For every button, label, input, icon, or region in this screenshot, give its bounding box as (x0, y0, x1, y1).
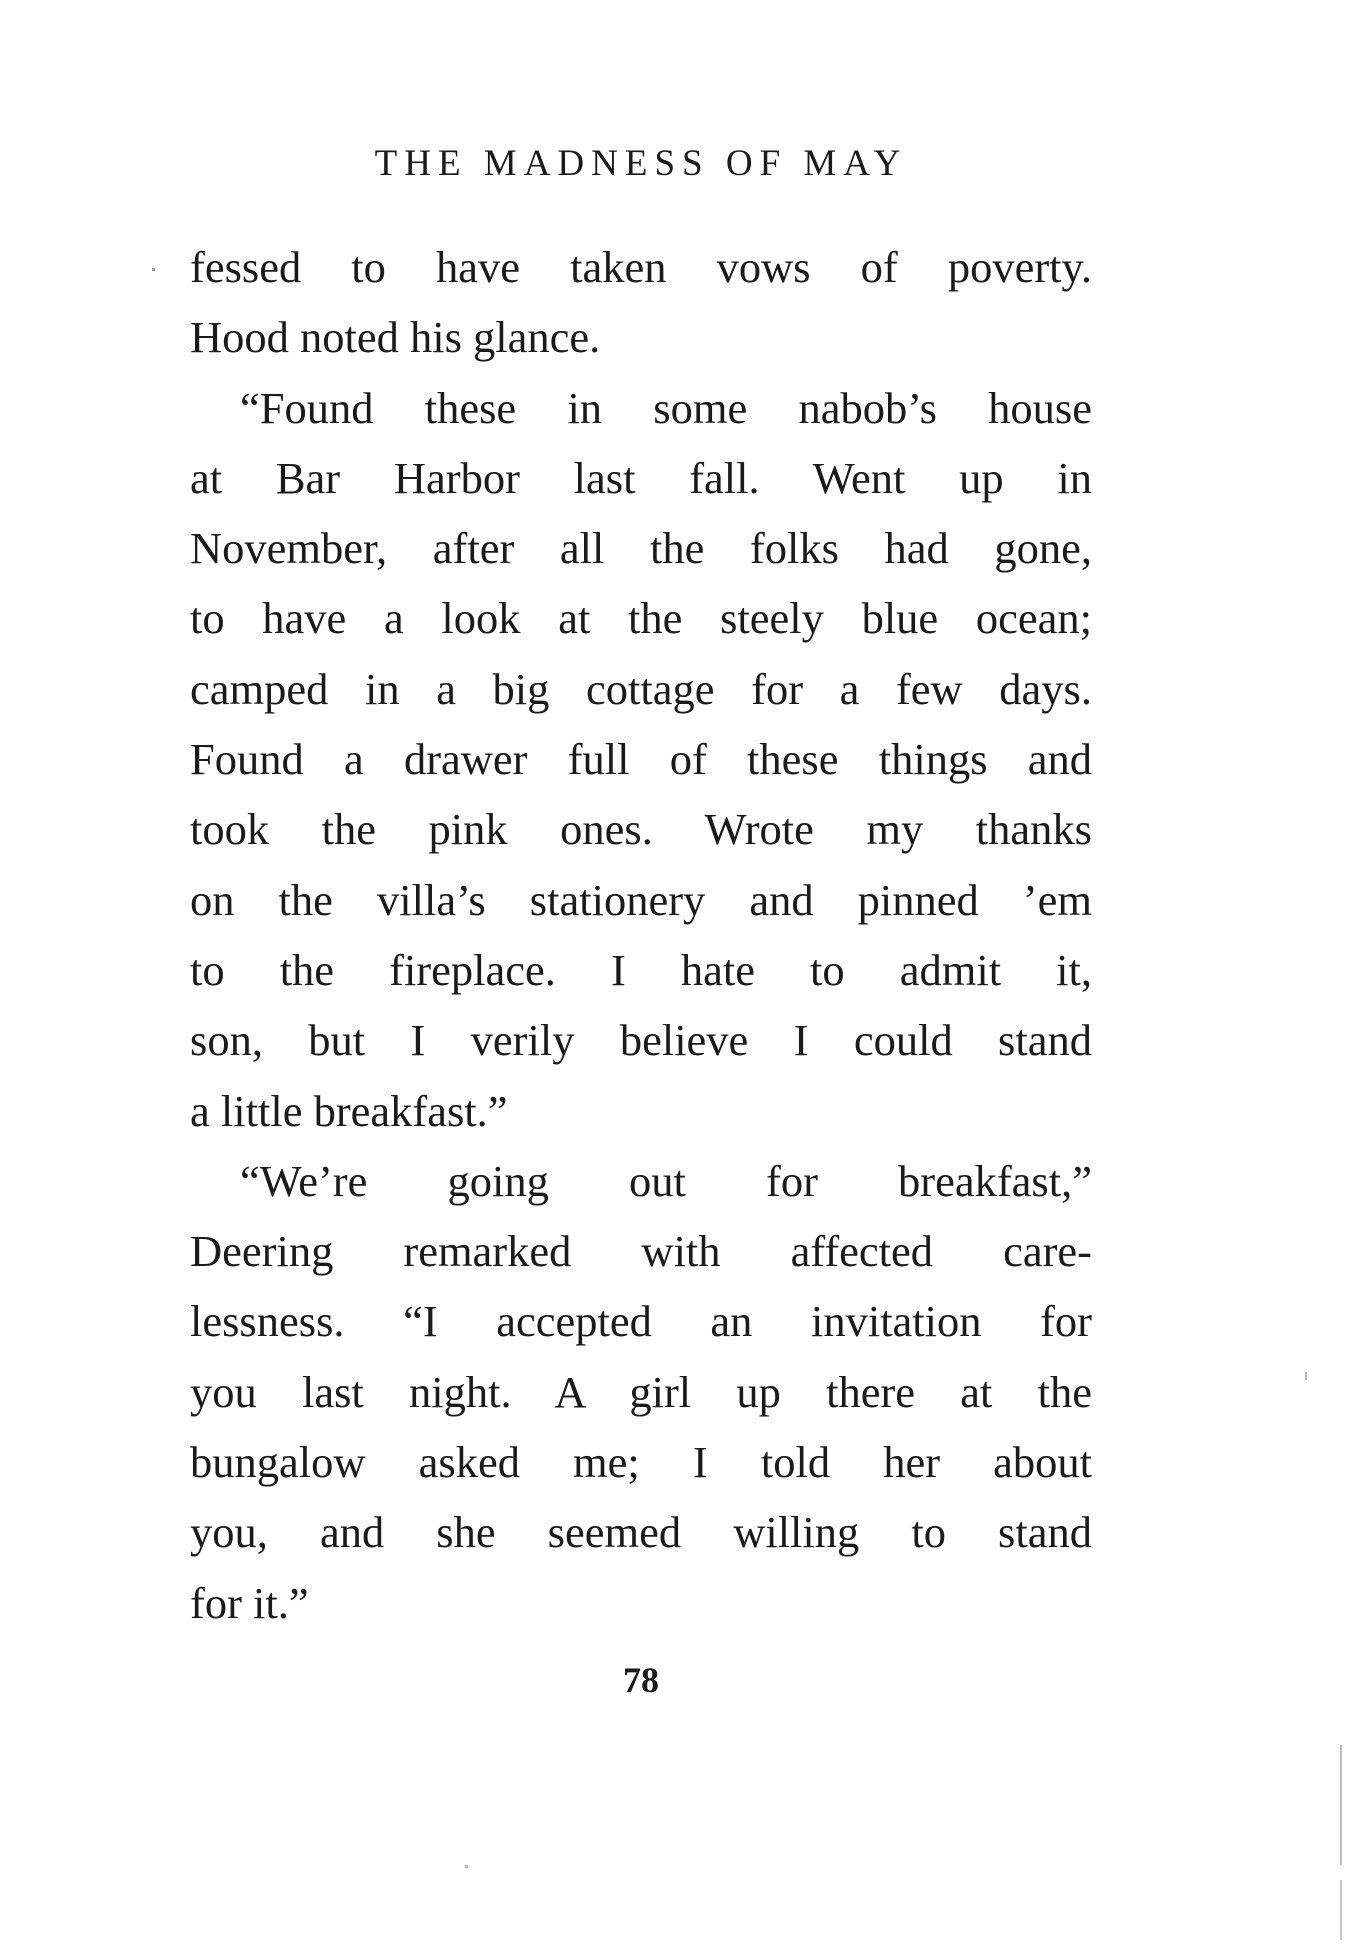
scan-speck (1305, 1372, 1307, 1380)
page-number: 78 (623, 1660, 659, 1700)
text-line: “We’re going out for breakfast,” (240, 1155, 1092, 1206)
scan-speck (465, 1865, 468, 1868)
text-line: to the fireplace. I hate to admit it, (190, 944, 1092, 995)
scan-speck (1340, 1880, 1342, 1940)
text-line: for it.” (190, 1577, 309, 1628)
text-line: November, after all the folks had gone, (190, 523, 1092, 574)
text-line: Found a drawer full of these things and (190, 734, 1092, 785)
text-line: you last night. A girl up there at the (190, 1366, 1092, 1417)
scan-speck (1340, 1745, 1342, 1865)
paragraph (190, 373, 1092, 1146)
text-line: lessness. “I accepted an invitation for (190, 1296, 1092, 1347)
text-line: on the villa’s stationery and pinned ’em (190, 874, 1092, 925)
text-line: at Bar Harbor last fall. Went up in (190, 452, 1092, 503)
running-head: THE MADNESS OF MAY (374, 143, 908, 184)
text-line: bungalow asked me; I told her about (190, 1437, 1092, 1488)
text-line: “Found these in some nabob’s house (240, 382, 1092, 433)
text-line: son, but I verily believe I could stand (190, 1015, 1092, 1066)
text-line: took the pink ones. Wrote my thanks (190, 804, 1092, 855)
text-line: Hood noted his glance. (190, 312, 601, 363)
body-text (190, 232, 1092, 1638)
scan-speck (152, 268, 155, 271)
text-line: camped in a big cottage for a few days. (190, 663, 1092, 714)
text-line: a little breakfast.” (190, 1085, 508, 1136)
text-line: you, and she seemed willing to stand (190, 1507, 1092, 1558)
paragraph (190, 232, 1092, 373)
text-line: fessed to have taken vows of poverty. (190, 242, 1092, 292)
text-line: to have a look at the steely blue ocean; (190, 593, 1092, 644)
paragraph (190, 1146, 1092, 1638)
text-line: Deering remarked with affected care- (190, 1226, 1092, 1277)
